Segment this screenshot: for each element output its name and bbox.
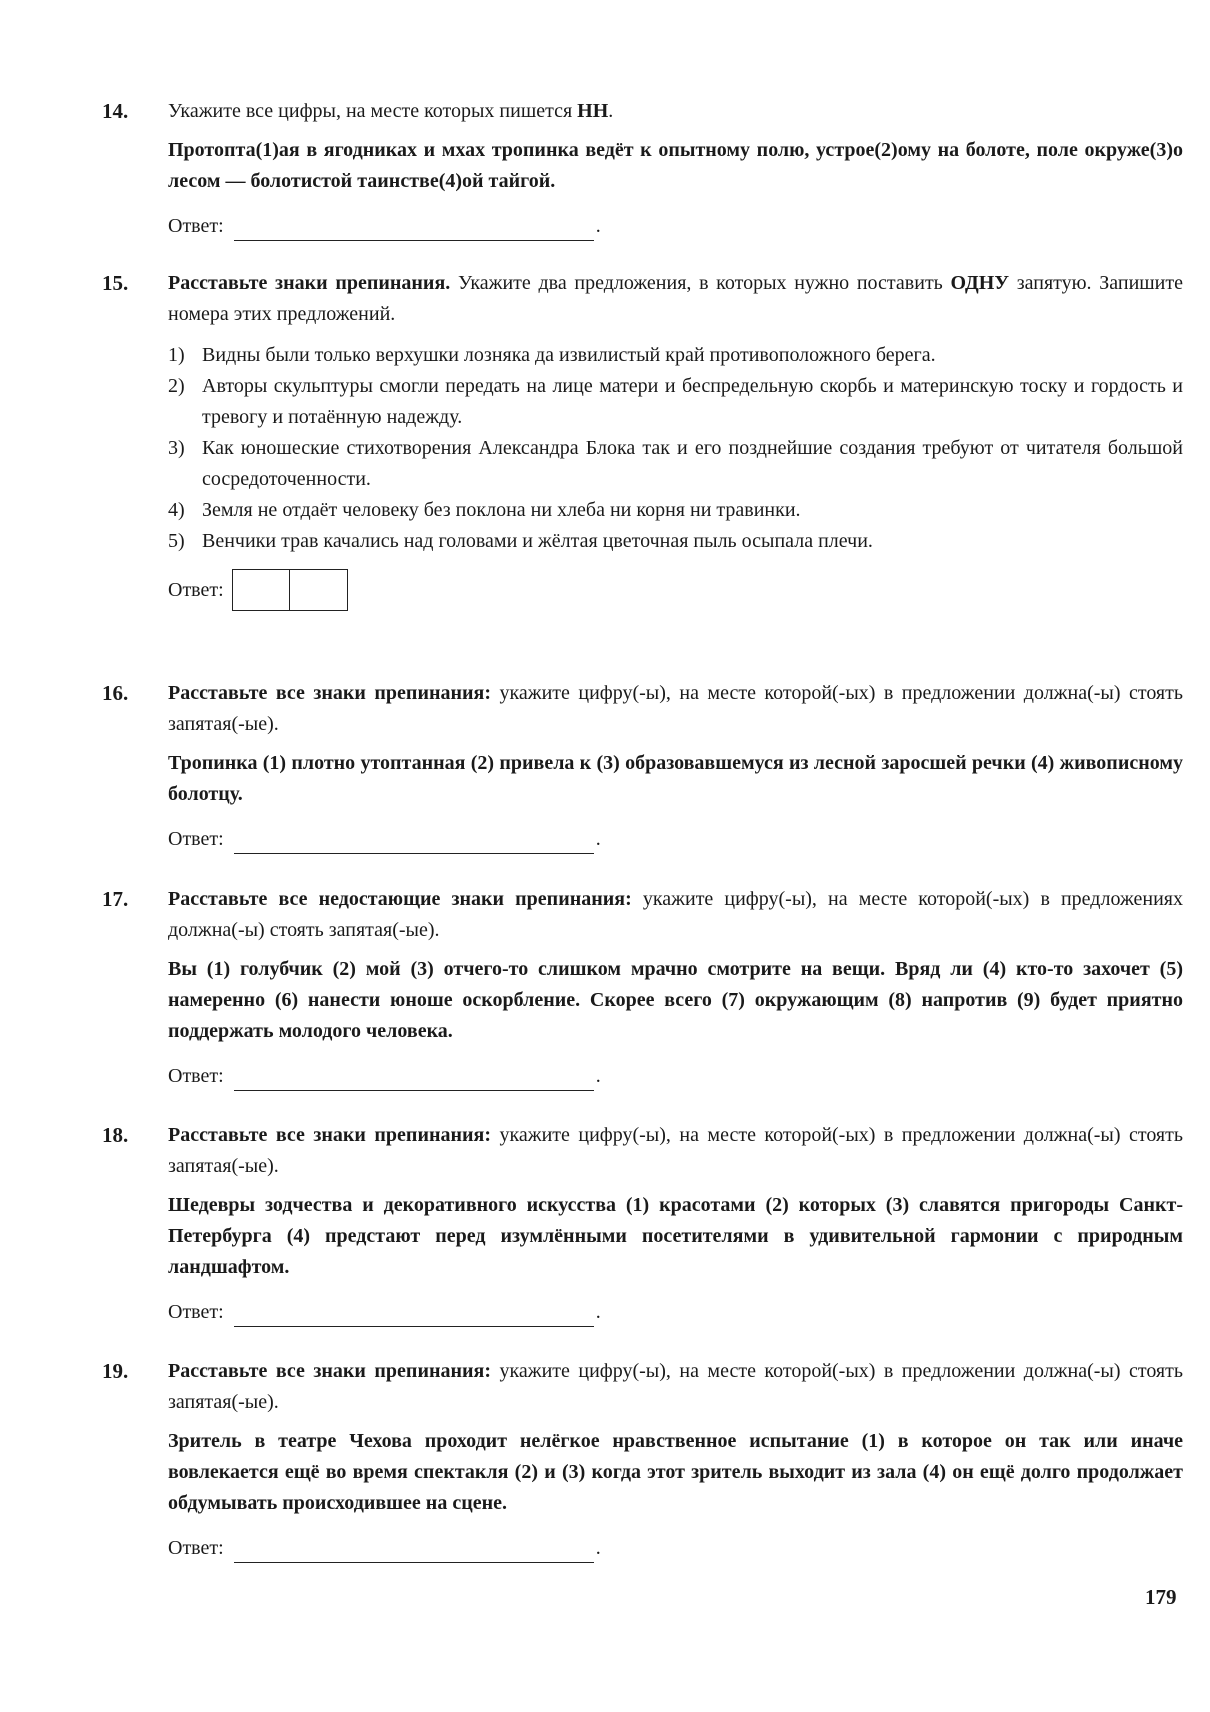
instruction-text: Укажите все цифры, на месте которых пишется [168,100,578,122]
item-number: 1) [168,344,185,366]
answer-field[interactable] [234,218,594,241]
answer-row [168,1297,1183,1327]
answer-period: . [595,1065,601,1087]
instruction-emphasis: Расставьте все недостающие знаки препинания: [168,888,632,910]
item-number: 3) [168,437,185,459]
instruction-text: укажите цифру(-ы), на месте которой(-ых) в предложениях должна(-ы) стоять запятая(-ые). [168,888,1183,941]
item-text: Как юношеские стихотворения Александра Блока так и его позднейшие создания требуют от читателя большой сосредоточенности. [202,437,1183,490]
answer-period: . [595,1301,601,1323]
task-number: 19. [102,1359,129,1383]
item-number: 4) [168,499,185,521]
task-body [168,678,1183,854]
instruction-emphasis: Расставьте все знаки препинания: [168,682,492,704]
instruction-emphasis: Расставьте все знаки препинания: [168,1124,492,1146]
item-text: Авторы скульптуры смогли передать на лице матери и беспредельную скорбь и материнскую тоску и гордость и тревогу и потаённую надежду. [202,375,1183,428]
task-text: Зритель в театре Чехова проходит нелёгкое нравственное испытание (1) в которое он так или иначе вовлекается ещё во время спектакля (2) и (3) когда этот зритель выходит из зала (4) он ещё долго продолжает обдумывать происходившее на сцене. [168,1430,1183,1514]
task-instruction [168,96,1183,127]
answer-field[interactable] [234,831,594,854]
task-body [168,1120,1183,1327]
answer-box-2[interactable] [290,569,348,611]
instruction-emphasis: Расставьте знаки препинания. [168,272,451,294]
instruction-emphasis: НН [577,100,609,122]
task-number: 16. [102,681,129,705]
list-item [168,495,1183,526]
task-instruction [168,1120,1183,1182]
instruction-text: . [608,100,614,122]
answer-label: Ответ: [168,828,224,850]
sentence-list [168,340,1183,557]
instruction-text: запятую. Запишите номера этих предложений. [168,272,1183,325]
list-item [168,340,1183,371]
task-instruction [168,268,1183,330]
answer-row [168,1533,1183,1563]
list-item [168,433,1183,495]
instruction-emphasis: Расставьте все знаки препинания: [168,1360,492,1382]
answer-label: Ответ: [168,1065,224,1087]
page-number: 179 [1145,1585,1177,1609]
task-instruction [168,884,1183,946]
item-text: Венчики трав качались над головами и жёлтая цветочная пыль осыпала плечи. [202,530,873,552]
answer-label: Ответ: [168,1537,224,1559]
instruction-emphasis: ОДНУ [950,272,1010,294]
answer-row [168,1061,1183,1091]
answer-period: . [595,828,601,850]
answer-field[interactable] [234,1304,594,1327]
answer-row [168,211,1183,241]
task-instruction [168,1356,1183,1418]
instruction-text: Укажите два предложения, в которых нужно поставить [450,272,951,294]
instruction-text: укажите цифру(-ы), на месте которой(-ых) в предложении должна(-ы) стоять запятая(-ые). [168,1124,1183,1177]
answer-period: . [595,215,601,237]
task-number: 18. [102,1123,129,1147]
task-body [168,96,1183,241]
answer-row [168,569,1183,611]
answer-label: Ответ: [168,215,224,237]
answer-period: . [595,1537,601,1559]
answer-box-1[interactable] [232,569,290,611]
item-text: Земля не отдаёт человеку без поклона ни хлеба ни корня ни травинки. [202,499,801,521]
answer-label: Ответ: [168,579,224,601]
list-item [168,371,1183,433]
instruction-text: укажите цифру(-ы), на месте которой(-ых) в предложении должна(-ы) стоять запятая(-ые). [168,1360,1183,1413]
task-number: 14. [102,99,129,123]
instruction-text: укажите цифру(-ы), на месте которой(-ых) в предложении должна(-ы) стоять запятая(-ые). [168,682,1183,735]
answer-field[interactable] [234,1540,594,1563]
list-item [168,526,1183,557]
item-text: Видны были только верхушки лозняка да извилистый край противоположного берега. [202,344,936,366]
answer-label: Ответ: [168,1301,224,1323]
task-body [168,1356,1183,1563]
item-number: 2) [168,375,185,397]
task-text: Шедевры зодчества и декоративного искусства (1) красотами (2) которых (3) славятся пригороды Санкт-Петербурга (4) предстают перед изумлёнными посетителями в удивительной гармонии с природным ландшафтом. [168,1194,1183,1278]
task-number: 15. [102,271,129,295]
task-text: Протопта(1)ая в ягодниках и мхах тропинка ведёт к опытному полю, устрое(2)ому на болоте, поле окруже(3)о лесом — болотистой таинстве(4)ой тайгой. [168,139,1183,192]
answer-row [168,824,1183,854]
answer-field[interactable] [234,1068,594,1091]
task-body [168,268,1183,611]
task-text: Вы (1) голубчик (2) мой (3) отчего-то слишком мрачно смотрите на вещи. Вряд ли (4) кто-то захочет (5) намеренно (6) нанести юноше оскорбление. Скорее всего (7) окружающим (8) напротив (9) будет приятно поддержать молодого человека. [168,958,1183,1042]
task-number: 17. [102,887,129,911]
task-text: Тропинка (1) плотно утоптанная (2) привела к (3) образовавшемуся из лесной заросшей речки (4) живописному болотцу. [168,752,1183,805]
answer-boxes [232,569,348,611]
item-number: 5) [168,530,185,552]
task-instruction [168,678,1183,740]
task-body [168,884,1183,1091]
